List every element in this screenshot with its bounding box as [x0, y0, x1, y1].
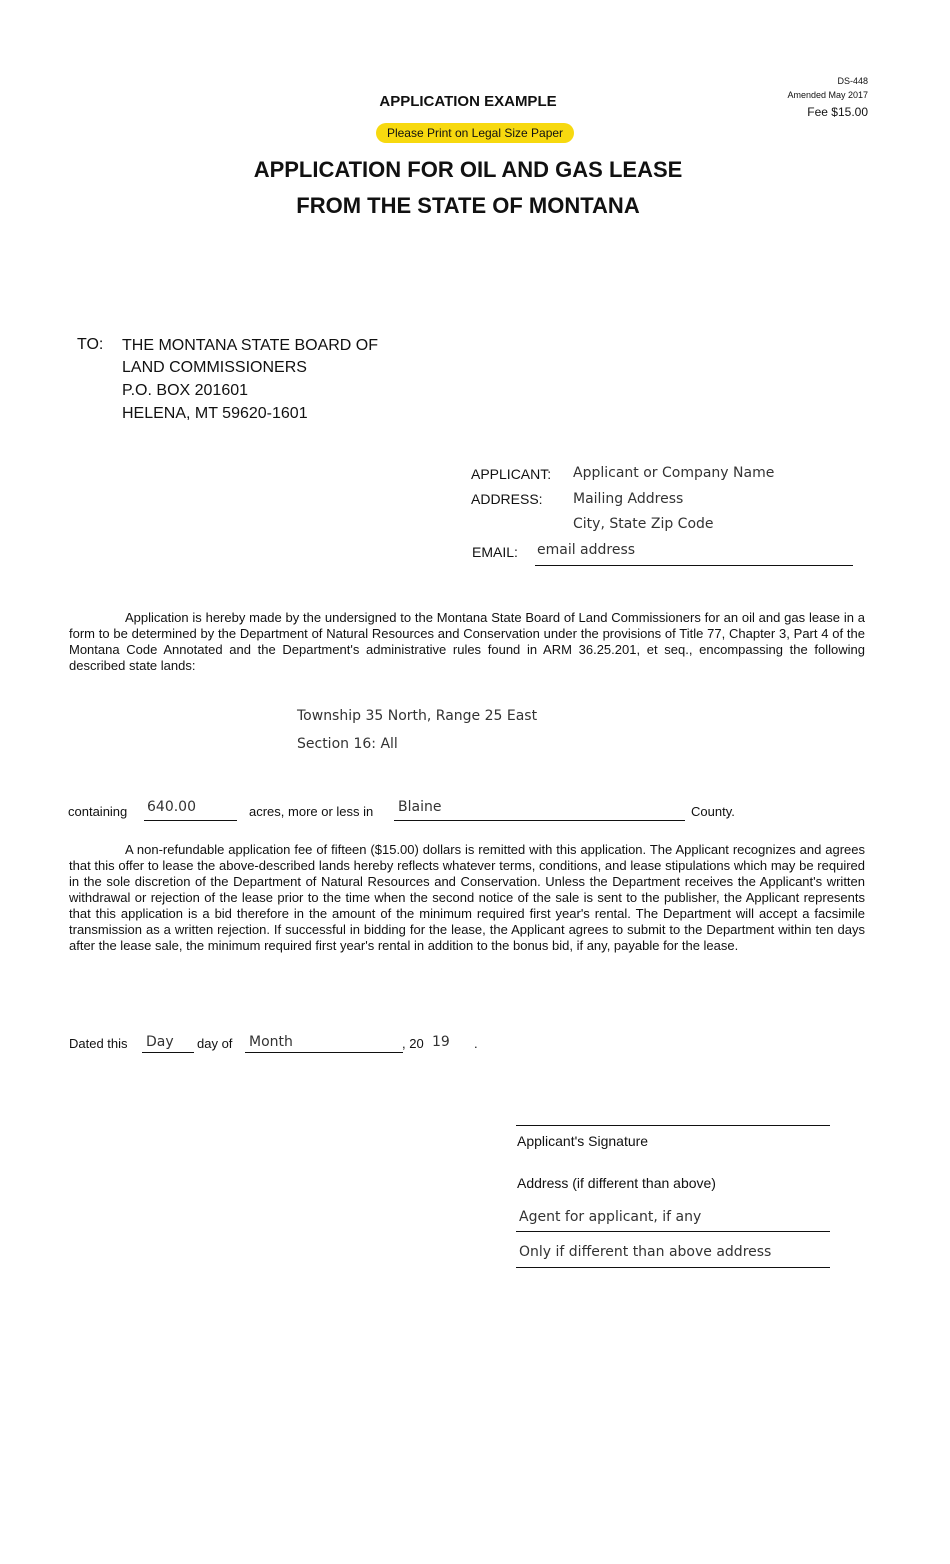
- fee-paragraph: A non-refundable application fee of fifteen ($15.00) dollars is remitted with this application. The Applicant recognizes and agrees that this offer to lease the above-described lands hereby reflects whatever terms, conditions, and lease stipulations which may be required in the sole discretion of the Department of Natural Resources and Conservation. Unless the Department receives the Applicant's written withdrawal or rejection of the lease prior to the time when the second notice of the sale is sent to the publisher, the Applicant represents that this application is a bid therefore in the amount of the minimum required first year's rental. The Department will accept a facsimile transmission as a written rejection. If successful in bidding for the lease, the Applicant agrees to submit to the Department within ten days after the lease sale, the minimum required first year's rental in addition to the bonus bid, if any, payable for the lease.: [69, 842, 865, 953]
- page-title-line1: APPLICATION FOR OIL AND GAS LEASE: [253, 157, 683, 182]
- month-underline: [245, 1052, 403, 1053]
- fee-amount: Fee $15.00: [807, 105, 868, 119]
- address-label: ADDRESS:: [471, 491, 543, 507]
- land-description-section[interactable]: Section 16: All: [297, 736, 398, 752]
- month-field[interactable]: Month: [249, 1034, 293, 1050]
- year-prefix: , 20: [402, 1036, 424, 1051]
- applicant-name-field[interactable]: Applicant or Company Name: [573, 465, 775, 481]
- recipient-line: HELENA, MT 59620-1601: [122, 405, 308, 422]
- email-label: EMAIL:: [472, 544, 518, 560]
- form-id: DS-448: [837, 76, 868, 86]
- land-description-township[interactable]: Township 35 North, Range 25 East: [297, 708, 538, 724]
- mailing-address-field[interactable]: Mailing Address: [573, 491, 684, 507]
- acres-underline: [144, 820, 237, 821]
- intro-paragraph: Application is hereby made by the undersigned to the Montana State Board of Land Commissioners for an oil and gas lease in a form to be determined by the Department of Natural Resources and Conservation under the provisions of Title 77, Chapter 3, Part 4 of the Montana Code Annotated and the Department's administrative rules found in ARM 36.25.201, et seq., encompassing the following described state lands:: [69, 610, 865, 673]
- amended-date: Amended May 2017: [787, 90, 868, 100]
- agent-field[interactable]: Agent for applicant, if any: [519, 1209, 702, 1225]
- dated-period: .: [474, 1036, 478, 1051]
- example-heading: APPLICATION EXAMPLE: [379, 93, 557, 110]
- signature-label: Applicant's Signature: [517, 1133, 649, 1149]
- recipient-line: LAND COMMISSIONERS: [122, 359, 307, 376]
- applicant-label: APPLICANT:: [471, 466, 552, 482]
- year-field[interactable]: 19: [432, 1034, 450, 1050]
- day-field[interactable]: Day: [146, 1034, 174, 1050]
- print-note-highlight: Please Print on Legal Size Paper: [376, 123, 574, 143]
- to-label: TO:: [77, 336, 104, 353]
- city-state-zip-field[interactable]: City, State Zip Code: [573, 516, 714, 532]
- county-field[interactable]: Blaine: [398, 799, 442, 815]
- day-of-label: day of: [197, 1036, 233, 1051]
- county-label: County.: [691, 804, 735, 819]
- alt-address-label: Address (if different than above): [517, 1175, 716, 1191]
- signature-line: [516, 1125, 830, 1126]
- recipient-line: THE MONTANA STATE BOARD OF: [122, 337, 379, 354]
- acres-field[interactable]: 640.00: [147, 799, 196, 815]
- email-underline: [535, 565, 853, 566]
- alt-address-underline: [516, 1267, 830, 1268]
- county-underline: [394, 820, 685, 821]
- page-title-line2: FROM THE STATE OF MONTANA: [296, 193, 640, 218]
- agent-underline: [516, 1231, 830, 1232]
- acres-label: acres, more or less in: [249, 804, 374, 819]
- dated-label: Dated this: [69, 1036, 128, 1051]
- containing-label: containing: [68, 804, 128, 819]
- day-underline: [142, 1052, 194, 1053]
- recipient-line: P.O. BOX 201601: [122, 382, 249, 399]
- email-field[interactable]: email address: [537, 542, 636, 558]
- alt-address-field[interactable]: Only if different than above address: [519, 1244, 772, 1260]
